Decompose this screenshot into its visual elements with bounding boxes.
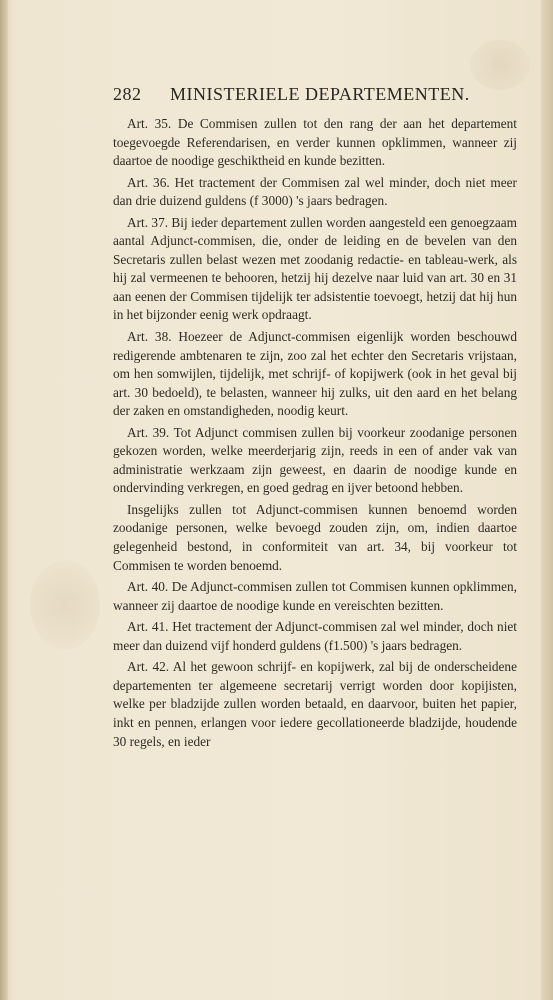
article-40-paragraph: Art. 40. De Adjunct-commisen zullen tot Commisen kunnen opklimmen, wanneer zij daartoe de noodige kunde en vereischten bezitten. [113,579,517,613]
article-36-paragraph: Art. 36. Het tractement der Commisen zal wel minder, doch niet meer dan drie duizend guldens (f 3000) 's jaars bedragen. [113,174,517,209]
page-right-edge [541,0,553,1000]
article-35-paragraph: Art. 35. De Commisen zullen tot den rang der aan het departement toegevoegde Referendarisen, en verder kunnen opklimmen, wanneer zij daartoe de noodige geschiktheid en kunde bezitten. [113,116,517,169]
article-41-paragraph: Art. 41. Het tractement der Adjunct-commisen zal wel minder, doch niet meer dan duizend vijf honderd guldens (f1.500) 's jaars bedragen. [113,619,517,653]
article-39-continuation-paragraph: Insgelijks zullen tot Adjunct-commisen kunnen benoemd worden zoodanige personen, welke bevoegd zouden zijn, om, indien daartoe gelegenheid bestond, in conformiteit van art. 34, bij voorkeur tot Commisen te worden benoemd. [113,501,517,573]
article-39-paragraph: Art. 39. Tot Adjunct commisen zullen bij voorkeur zoodanige personen gekozen worden, welke meerderjarig zijn, reeds in een of ander vak van administratie werkzaam zijn geweest, en daarin de noodige kunde en ondervinding verkregen, en goed gedrag en ijver betoond hebben. [113,424,517,496]
page-gutter-shadow [0,0,8,1000]
paper-stain [470,40,530,90]
article-42-paragraph: Art. 42. Al het gewoon schrijf- en kopijwerk, zal bij de onderscheidene departementen ter algemeene secretarij verrigt worden door kopijisten, welke per bladzijde zullen worden betaald, en daarvoor, buiten het papier, inkt en pennen, erlangen voor iedere gecollationeerde bladzijde, houdende 30 regels, en ieder [113,659,517,749]
article-38-paragraph: Art. 38. Hoezeer de Adjunct-commisen eigenlijk worden beschouwd redigerende ambtenaren te zijn, zoo zal het echter den Secretaris vrijstaan, om hen somwijlen, tijdelijk, met schrijf- of kopijwerk (ook in het geval bij art. 30 bedoeld), te belasten, wanneer hij zulks, uit den aard en het belang der zaken en omstandigheden, noodig keurt. [113,329,517,419]
page-number: 282 [113,84,142,104]
running-title: MINISTERIELE DEPARTEMENTEN. [170,84,470,104]
paper-stain [30,560,100,650]
page-body [113,115,517,751]
page-header [113,82,470,108]
article-37-paragraph: Art. 37. Bij ieder departement zullen worden aangesteld een genoegzaam aantal Adjunct-commisen, die, onder de leiding en de bevelen van den Secretaris zullen belast wezen met zoodanig redactie- en tableau-werk, als hij zal vermeenen te behooren, hetzij hij dezelve naar luid van art. 30 en 31 aan eenen der Commisen tijdelijk ter adsistentie toevoegt, hetzij dat hij hun in het bijzonder eenig werk opdraagt. [113,214,517,323]
